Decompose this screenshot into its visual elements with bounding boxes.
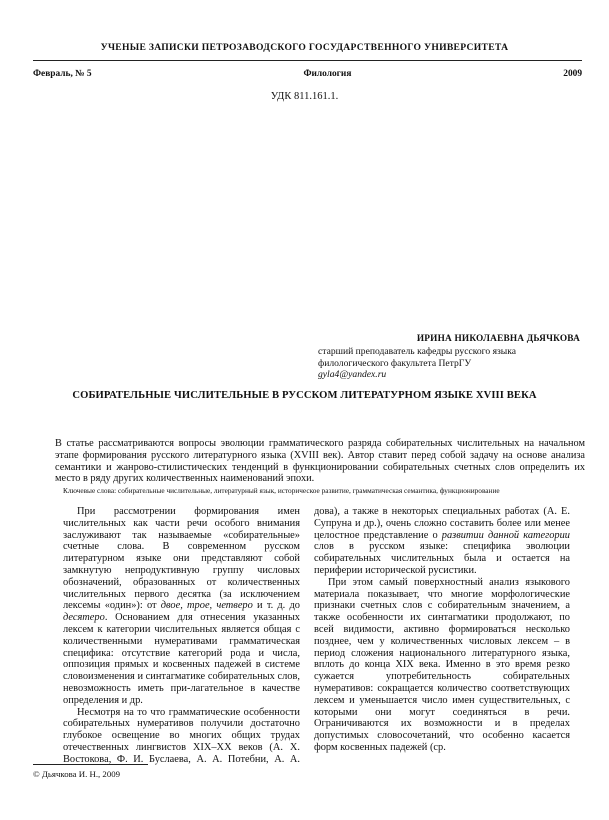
italic-text: десятеро: [63, 612, 105, 624]
year-label: 2009: [563, 69, 582, 79]
abstract: В статье рассматриваются вопросы эволюции грамматического разряда собирательных числительных на начальном этапе формирования русского литературного языка (XVIII век). Автор ставит перед собой задачу на основе анализа семантики и жанрово-стилистических тенденций в функционировании собирательных счетных слов определить их место в ряду других количественных наименований эпохи.: [55, 438, 585, 485]
text-run: . Основанием для отнесения указанных лексем к категории числительных является общая с количественными нумеративами грамматическая специфика: отсутствие категорий рода и числа, оппозиция прямых и косвенных падежей в системе словоизменения и синтагматике собирательных слов, невозможность иметь при-лагательное в качестве определения и др.: [63, 612, 300, 706]
copyright: © Дьячкова И. Н., 2009: [33, 769, 121, 779]
author-name: ИРИНА НИКОЛАЕВНА ДЬЯЧКОВА: [416, 334, 580, 344]
text-run: и т. д. до: [252, 600, 300, 612]
italic-text: развитии данной категории: [441, 529, 570, 541]
journal-title: УЧЕНЫЕ ЗАПИСКИ ПЕТРОЗАВОДСКОГО ГОСУДАРСТВЕННОГО УНИВЕРСИТЕТА: [100, 42, 509, 53]
author-affiliation: старший преподаватель кафедры русского языка филологического факультета ПетрГУ: [318, 346, 516, 369]
text-run: слов в русском языке: специфика эволюции собирательных числительных была и остается на периферии исторической русистики.: [314, 541, 570, 576]
keywords: Ключевые слова: собирательные числительные, литературный язык, историческое развитие, грамматическая семантика, функционирование: [63, 486, 500, 495]
issue-meta-row: [33, 69, 582, 79]
issue-label: Февраль, № 5: [33, 69, 92, 79]
header-rule: [33, 60, 582, 61]
italic-text: двое, трое, четверо: [160, 600, 253, 612]
section-label: Филология: [303, 69, 352, 79]
text-run: При рассмотрении формирования имен числительных как части речи особого внимания заслуживают так называемые «собирательные» счетные слова. В современном русском литературном языке они представляют собой замкнутую непродуктивную группу числовых обозначений, образованных от количественных числительных первого десятка (за исключением лексемы «один»): от: [63, 506, 300, 612]
paragraph: Несмотря на то что грамматические особенности собирательных нумеративов получили достаточно глубокое освещение во многих общих трудах отечественных лингвистов XIX–XX веков (А. Х. Востокова, Ф. И. Буслаева, А. А. Потебни, А. А.: [63, 706, 300, 765]
author-email: gyla4@yandex.ru: [318, 369, 387, 380]
body-column-left: [63, 506, 300, 766]
udk-code: УДК 811.161.1.: [270, 91, 339, 102]
footer-rule: [33, 764, 148, 765]
paragraph: При этом самый поверхностный анализ языкового материала показывает, что многие морфологические признаки счетных слов с собирательным значением, а также особенности их синтагматики продолжают, по всей видимости, активно формироваться несколько позднее, чем у количественных числовых лексем – в период сложения национального литературного языка, вплоть до конца XIX века. Именно в это время резко сужается употребительность собирательных нумеративов: сокращается количество соответствующих лексем и уменьшается число имен существительных, с которыми они могут соединяться в речи. Ограничиваются их возможности и в пределах допустимых словосочетаний, что особенно касается форм косвенных падежей (ср.: [314, 576, 570, 753]
body-column-right: [314, 506, 570, 766]
article-title: СОБИРАТЕЛЬНЫЕ ЧИСЛИТЕЛЬНЫЕ В РУССКОМ ЛИТЕРАТУРНОМ ЯЗЫКЕ XVIII ВЕКА: [72, 390, 537, 401]
text-run: дова), а также в некоторых специальных работах (А. Е. Супруна и др.), очень сложно составить более или менее целостное представление о: [314, 506, 570, 541]
paragraph: [63, 506, 300, 707]
paragraph: [314, 506, 570, 577]
